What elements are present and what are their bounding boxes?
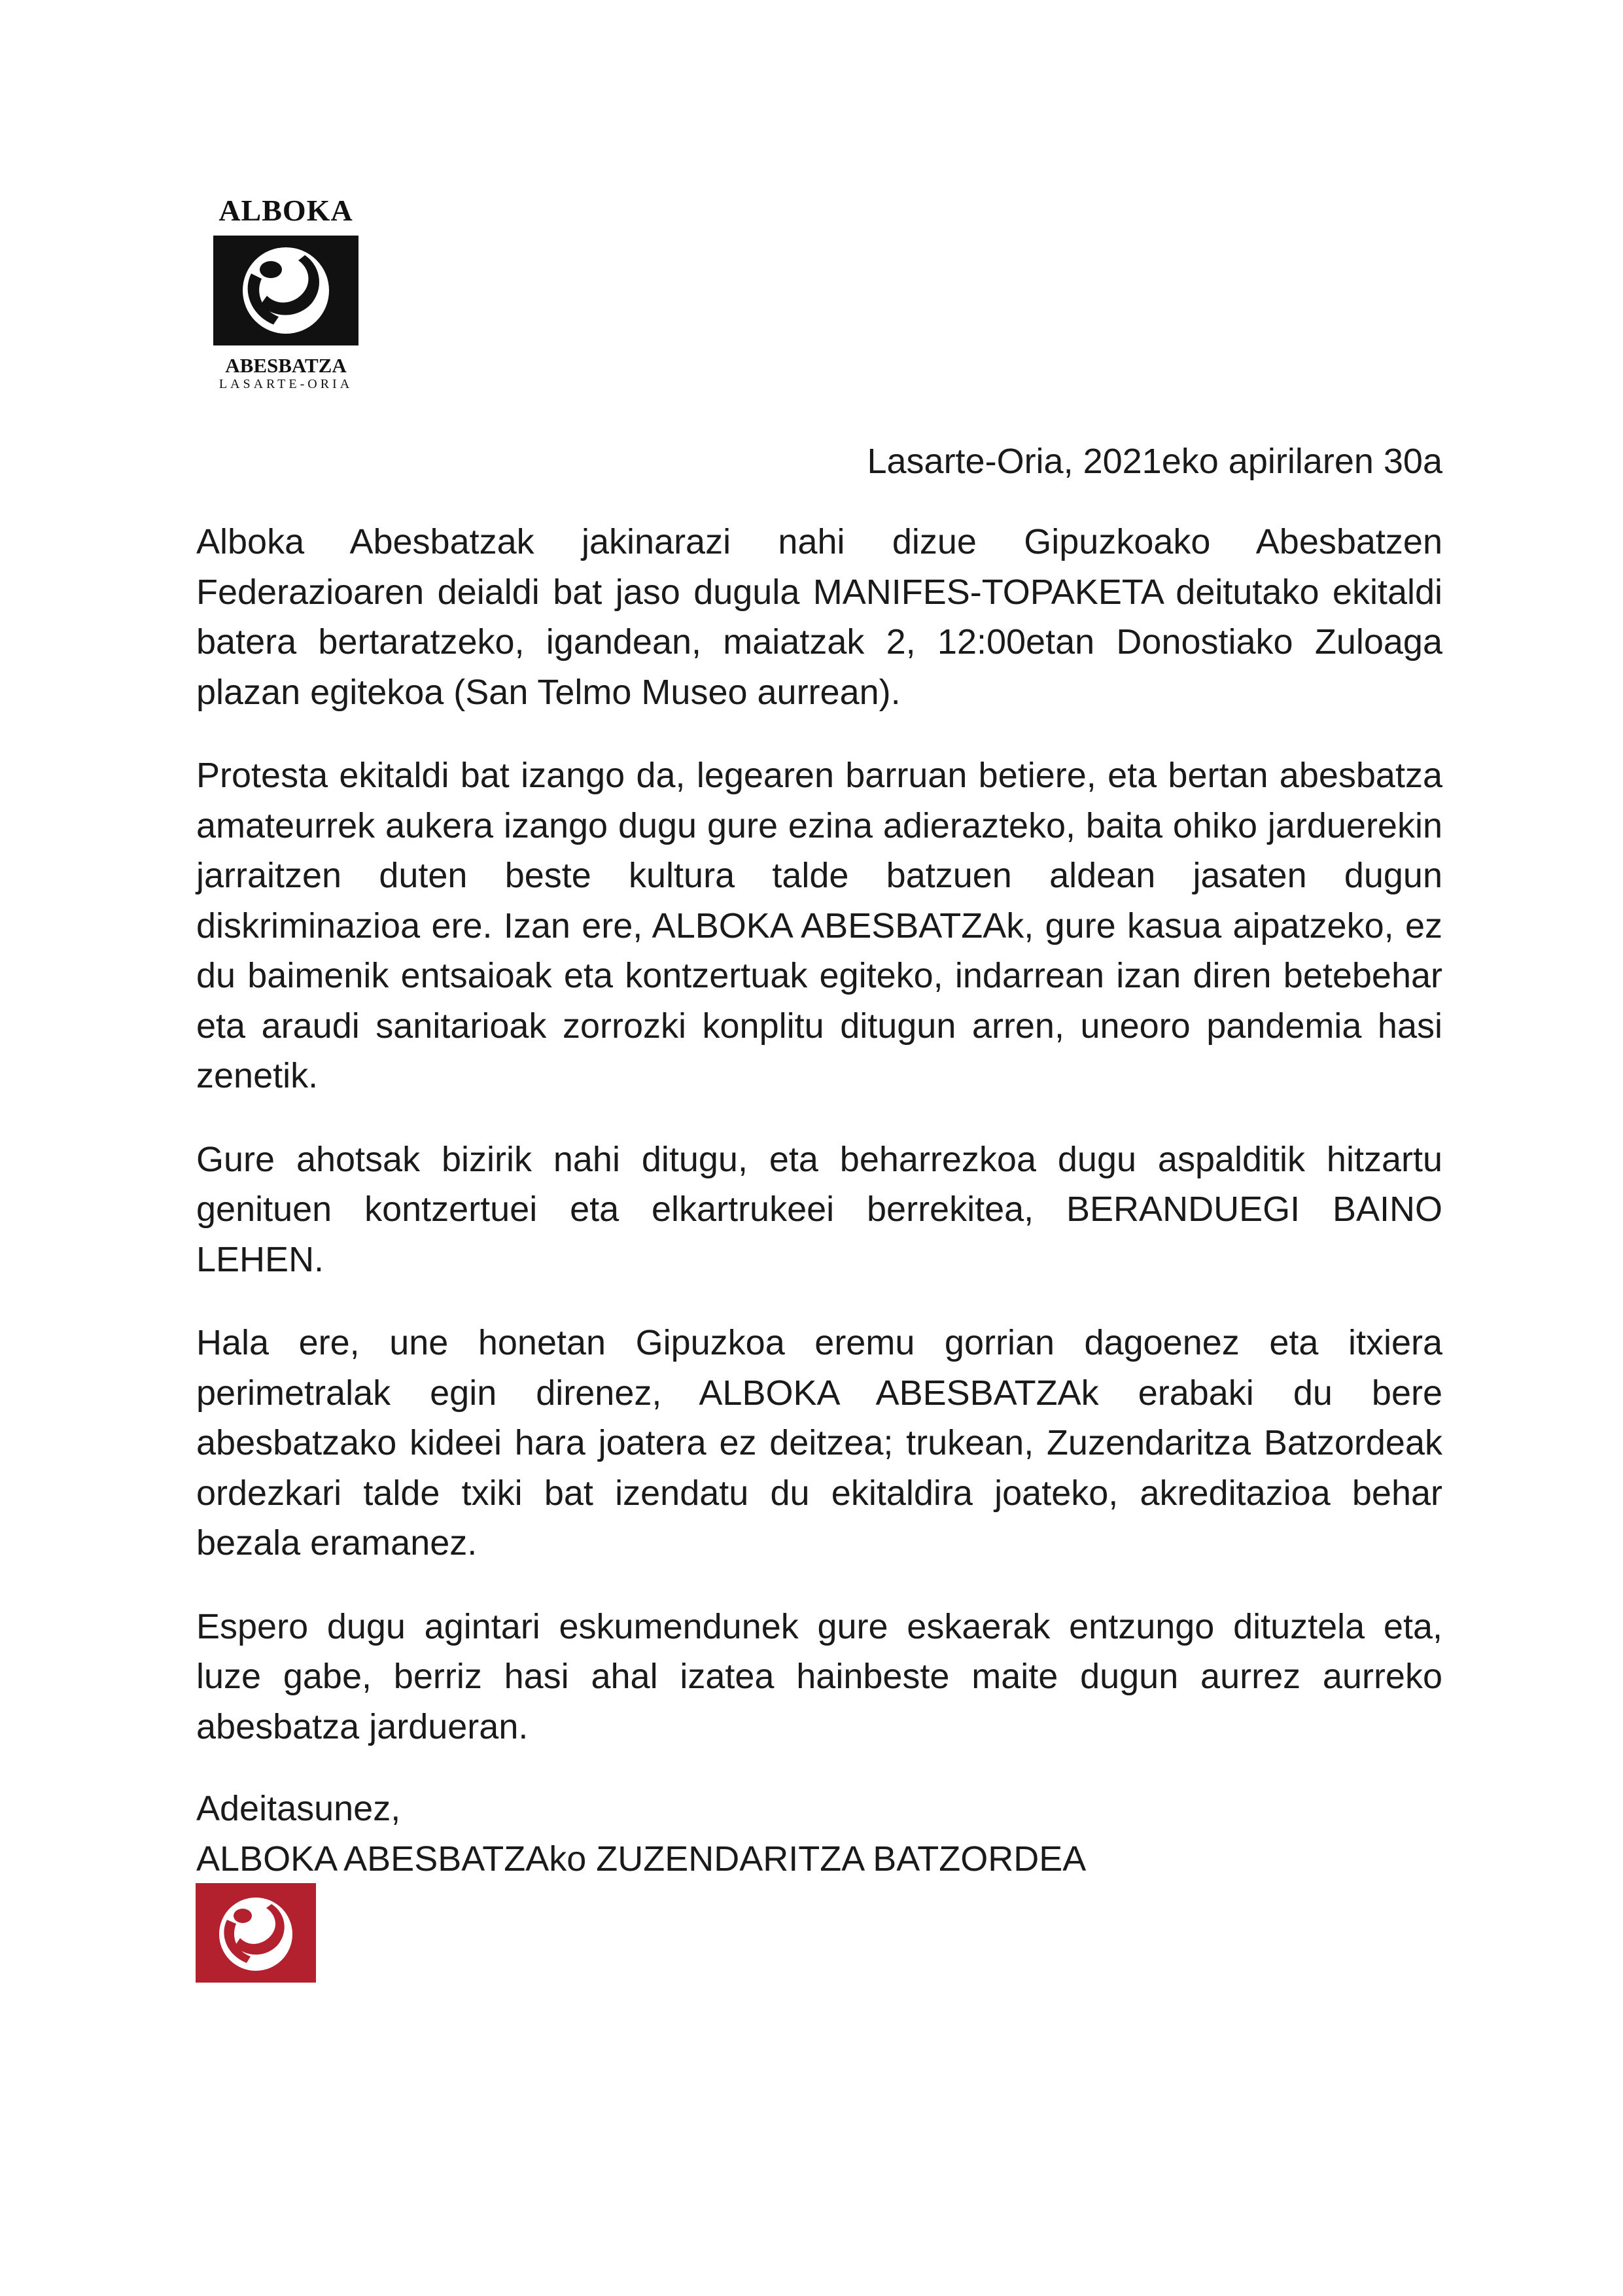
- logo-brand-town: LASARTE-ORIA: [218, 377, 353, 391]
- letter-body: [196, 517, 1442, 1785]
- paragraph: Alboka Abesbatzak jakinarazi nahi dizue Gipuzkoako Abesbatzen Federazioaren deialdi bat jaso dugula MANIFES-TOPAKETA deitutako ekitaldi batera bertaratzeko, igandean, maiatzak 2, 12:00etan Donostiako Zuloaga plazan egitekoa (San Telmo Museo aurrean).: [196, 522, 1442, 712]
- letterhead-logo: [211, 191, 361, 391]
- signature-logo-icon: [196, 1883, 316, 1983]
- paragraph: Hala ere, une honetan Gipuzkoa eremu gorrian dagoenez eta itxiera perimetralak egin direnez, ALBOKA ABESBATZAk erabaki du bere abesbatzako kideei hara joatera ez deitzea; trukean, Zuzendaritza Batzordeak ordezkari talde txiki bat izendatu du ekitaldira joateko, akreditazioa behar bezala eramanez.: [196, 1323, 1442, 1563]
- alboka-face-icon: [213, 236, 358, 345]
- logo-brand-top: ALBOKA: [218, 194, 353, 227]
- logo-brand-name: ABESBATZA: [225, 354, 347, 377]
- letter-date: Lasarte-Oria, 2021eko apirilaren 30a: [867, 442, 1442, 481]
- signatory: ALBOKA ABESBATZAko ZUZENDARITZA BATZORDEA: [196, 1839, 1087, 1879]
- salutation: Adeitasunez,: [196, 1789, 401, 1828]
- paragraph: Protesta ekitaldi bat izango da, legearen barruan betiere, eta bertan abesbatza amateurrek aukera izango dugu gure ezina adierazteko, baita ohiko jarduerekin jarraitzen duten beste kultura talde batzuen aldean jasaten dugun diskriminazioa ere. Izan ere, ALBOKA ABESBATZAk, gure kasua aipatzeko, ez du baimenik entsaioak eta kontzertuak egiteko, indarrean izan diren betebehar eta araudi sanitarioak zorrozki konplitu ditugun arren, uneoro pandemia hasi zenetik.: [196, 756, 1442, 1095]
- letter-closing: [196, 1784, 1442, 1884]
- paragraph: Espero dugu agintari eskumendunek gure eskaerak entzungo dituztela eta, luze gabe, berriz hasi ahal izatea hainbeste maite dugun aurrez aurreko abesbatza jardueran.: [196, 1606, 1442, 1746]
- paragraph: Gure ahotsak bizirik nahi ditugu, eta beharrezkoa dugu aspalditik hitzartu genituen kontzertuei eta elkartrukeei berrekitea, BERANDUEGI BAINO LEHEN.: [196, 1139, 1442, 1279]
